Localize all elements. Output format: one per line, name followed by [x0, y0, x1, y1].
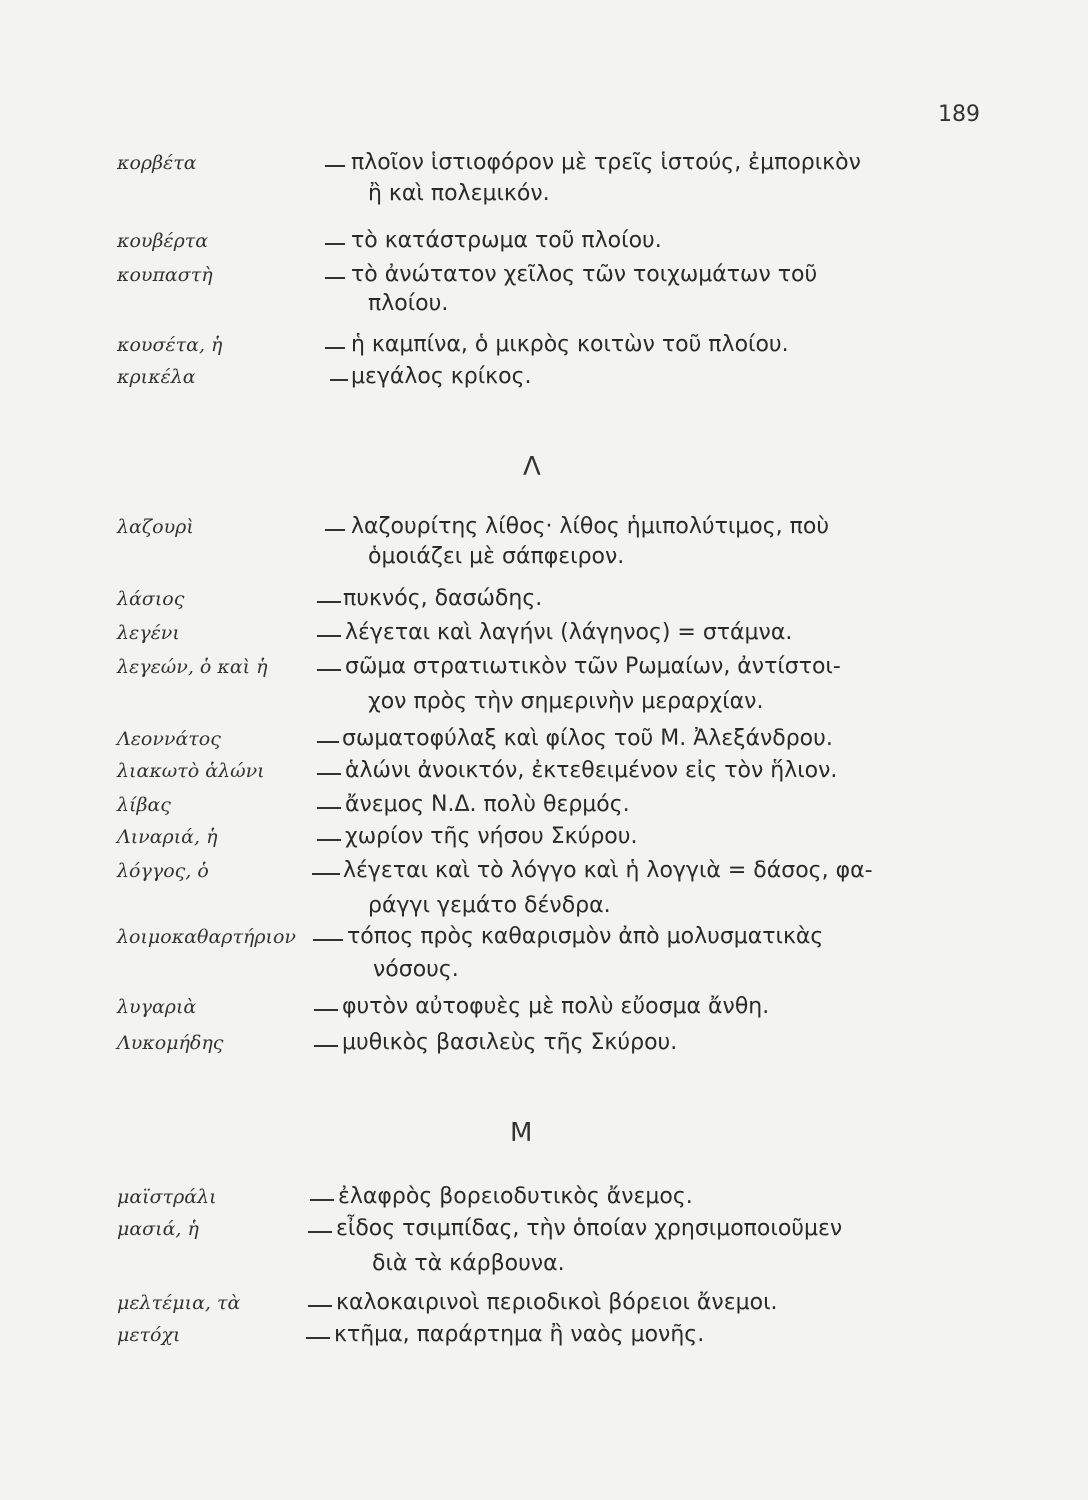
entry-definition: τόπος πρὸς καθαρισμὸν ἀπὸ μολυσματικὰς: [347, 924, 824, 949]
entry-definition: ἐλαφρὸς βορειοδυτικὸς ἄνεμος.: [338, 1184, 693, 1209]
entry-dash: [325, 529, 345, 531]
entry-term: κορβέτα: [117, 152, 197, 174]
entry-term: λόγγος, ὁ: [117, 860, 209, 882]
entry-term: λάσιος: [117, 588, 185, 610]
entry-term: μασιά, ἡ: [117, 1218, 199, 1240]
entry-dash: [330, 379, 348, 381]
entry-dash: [306, 1337, 330, 1339]
entry-definition: σωματοφύλαξ καὶ φίλος τοῦ Μ. Ἀλεξάνδρου.: [342, 726, 833, 751]
entry-definition: χωρίον τῆς νήσου Σκύρου.: [345, 824, 638, 849]
entry-term: κρικέλα: [117, 366, 196, 388]
entry-term: μετόχι: [117, 1324, 181, 1346]
entry-definition: ἁλώνι ἀνοικτόν, ἐκτεθειμένον εἰς τὸν ἥλιον.: [345, 758, 838, 783]
entry-definition: τὸ κατάστρωμα τοῦ πλοίου.: [351, 228, 662, 253]
entry-definition: μυθικὸς βασιλεὺς τῆς Σκύρου.: [342, 1030, 678, 1055]
entry-term: Λυκομήδης: [117, 1032, 224, 1054]
entry-definition: καλοκαιρινοὶ περιοδικοὶ βόρειοι ἄνεμοι.: [336, 1290, 778, 1315]
entry-definition: εἶδος τσιμπίδας, τὴν ὁποίαν χρησιμοποιοῦμεν: [336, 1216, 843, 1241]
entry-definition-continued: ἢ καὶ πολεμικόν.: [368, 181, 550, 206]
entry-term: λυγαριὰ: [117, 996, 197, 1018]
entry-term: κουσέτα, ἡ: [117, 334, 223, 356]
entry-definition: ἄνεμος Ν.Δ. πολὺ θερμός.: [345, 792, 630, 817]
entry-definition: σῶμα στρατιωτικὸν τῶν Ρωμαίων, ἀντίστοι-: [345, 654, 841, 679]
entry-dash: [325, 347, 345, 349]
entry-term: λαζουρὶ: [117, 516, 194, 538]
entry-term: Λιναριά, ἡ: [117, 826, 218, 848]
entry-definition: φυτὸν αὐτοφυὲς μὲ πολὺ εὔοσμα ἄνθη.: [342, 994, 770, 1019]
entry-dash: [314, 1009, 338, 1011]
entry-dash: [317, 773, 341, 775]
entry-dash: [313, 939, 343, 941]
entry-term: μαϊστράλι: [117, 1186, 217, 1208]
entry-dash: [317, 669, 341, 671]
entry-definition-continued: πλοίου.: [368, 291, 449, 316]
entry-definition-continued: χον πρὸς τὴν σημερινὴν μεραρχίαν.: [368, 689, 764, 714]
entry-definition: ἡ καμπίνα, ὁ μικρὸς κοιτὼν τοῦ πλοίου.: [351, 332, 789, 357]
entry-dash: [310, 1199, 334, 1201]
entry-term: κουβέρτα: [117, 230, 209, 252]
entry-term: λίβας: [117, 794, 171, 816]
entry-term: λεγένι: [117, 622, 180, 644]
entry-definition-continued: ὁμοιάζει μὲ σάπφειρον.: [368, 544, 625, 569]
entry-definition-continued: νόσους.: [373, 957, 459, 982]
page-number: 189: [938, 102, 980, 127]
entry-term: λοιμοκαθαρτήριον: [117, 926, 296, 948]
entry-definition: λέγεται καὶ τὸ λόγγο καὶ ἡ λογγιὰ = δάσος, φα-: [343, 858, 873, 883]
entry-definition: πυκνός, δασώδης.: [343, 586, 543, 611]
entry-definition-continued: διὰ τὰ κάρβουνα.: [372, 1251, 565, 1276]
entry-definition-continued: ράγγι γεμάτο δένδρα.: [368, 893, 611, 918]
entry-dash: [314, 1045, 338, 1047]
entry-dash: [308, 1305, 332, 1307]
entry-dash: [312, 873, 340, 875]
entry-term: λεγεών, ὁ καὶ ἡ: [117, 656, 268, 678]
entry-dash: [325, 243, 345, 245]
entry-definition: μεγάλος κρίκος.: [351, 364, 532, 389]
entry-dash: [325, 277, 345, 279]
section-heading-lambda: Λ: [523, 452, 541, 482]
entry-term: Λεοννάτος: [117, 728, 221, 750]
entry-dash: [308, 1231, 332, 1233]
entry-term: λιακωτὸ ἁλώνι: [117, 760, 265, 782]
entry-dash: [317, 839, 341, 841]
section-heading-mu: Μ: [510, 1118, 533, 1148]
entry-definition: λαζουρίτης λίθος· λίθος ἡμιπολύτιμος, ποὺ: [351, 514, 830, 539]
entry-dash: [325, 165, 345, 167]
entry-definition: λέγεται καὶ λαγήνι (λάγηνος) = στάμνα.: [345, 620, 793, 645]
entry-definition: κτῆμα, παράρτημα ἢ ναὸς μονῆς.: [334, 1322, 705, 1347]
entry-definition: τὸ ἀνώτατον χεῖλος τῶν τοιχωμάτων τοῦ: [351, 262, 818, 287]
entry-term: κουπαστὴ: [117, 264, 213, 286]
entry-term: μελτέμια, τὰ: [117, 1292, 241, 1314]
entry-dash: [317, 807, 341, 809]
entry-definition: πλοῖον ἱστιοφόρον μὲ τρεῖς ἱστούς, ἐμπορικὸν: [351, 150, 861, 175]
entry-dash: [317, 601, 341, 603]
entry-dash: [317, 635, 341, 637]
entry-dash: [317, 741, 339, 743]
